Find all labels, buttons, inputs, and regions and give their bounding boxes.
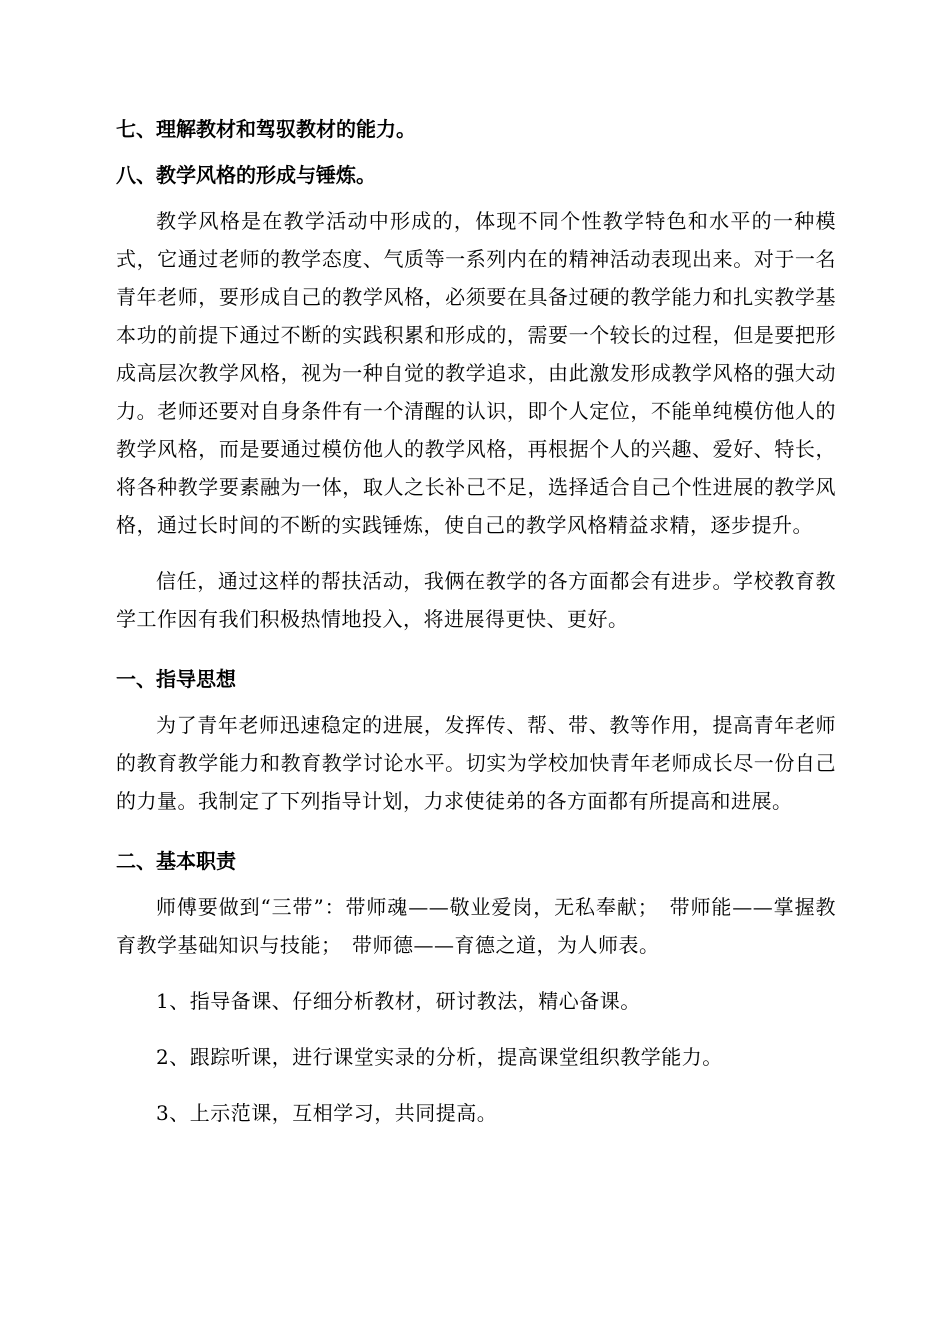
list-item-3: 3、上示范课，互相学习，共同提高。 — [156, 1101, 498, 1125]
list-item-1: 1、指导备课、仔细分析教材，研讨教法，精心备课。 — [156, 989, 641, 1013]
section-heading-basic-duties: 二、基本职责 — [116, 849, 236, 873]
list-item-2: 2、跟踪听课，进行课堂实录的分析，提高课堂组织教学能力。 — [156, 1045, 723, 1069]
section-heading-7: 七、理解教材和驾驭教材的能力。 — [116, 117, 416, 141]
document-body — [116, 110, 836, 1132]
section-heading-8: 八、教学风格的形成与锤炼。 — [116, 163, 376, 187]
paragraph-teaching-style: 教学风格是在教学活动中形成的，体现不同个性教学特色和水平的一种模式，它通过老师的教学态度、气质等一系列内在的精神活动表现出来。对于一名青年老师，要形成自己的教学风格，必须要在具备过硬的教学能力和扎实教学基本功的前提下通过不断的实践积累和形成的，需要一个较长的过程，但是要把形成高层次教学风格，视为一种自觉的教学追求，由此激发形成教学风格的强大动力。老师还要对自身条件有一个清醒的认识，即个人定位，不能单纯模仿他人的教学风格，而是要通过模仿他人的教学风格，再根据个人的兴趣、爱好、特长，将各种教学要素融为一体，取人之长补己不足，选择适合自己个性进展的教学风格，通过长时间的不断的实践锤炼，使自己的教学风格精益求精，逐步提升。 — [116, 209, 836, 537]
paragraph-three-brings: 师傅要做到“三带”：带师魂——敬业爱岗，无私奉献； 带师能——掌握教育教学基础知识与技能； 带师德——育德之道，为人师表。 — [116, 895, 836, 957]
section-heading-guiding-ideology: 一、指导思想 — [116, 667, 236, 691]
paragraph-guiding-ideology: 为了青年老师迅速稳定的进展，发挥传、帮、带、教等作用，提高青年老师的教育教学能力和教育教学讨论水平。切实为学校加快青年老师成长尽一份自己的力量。我制定了下列指导计划，力求使徒弟的各方面都有所提高和进展。 — [116, 713, 836, 813]
paragraph-trust: 信任，通过这样的帮扶活动，我俩在教学的各方面都会有进步。学校教育教学工作因有我们积极热情地投入，将进展得更快、更好。 — [116, 569, 836, 631]
